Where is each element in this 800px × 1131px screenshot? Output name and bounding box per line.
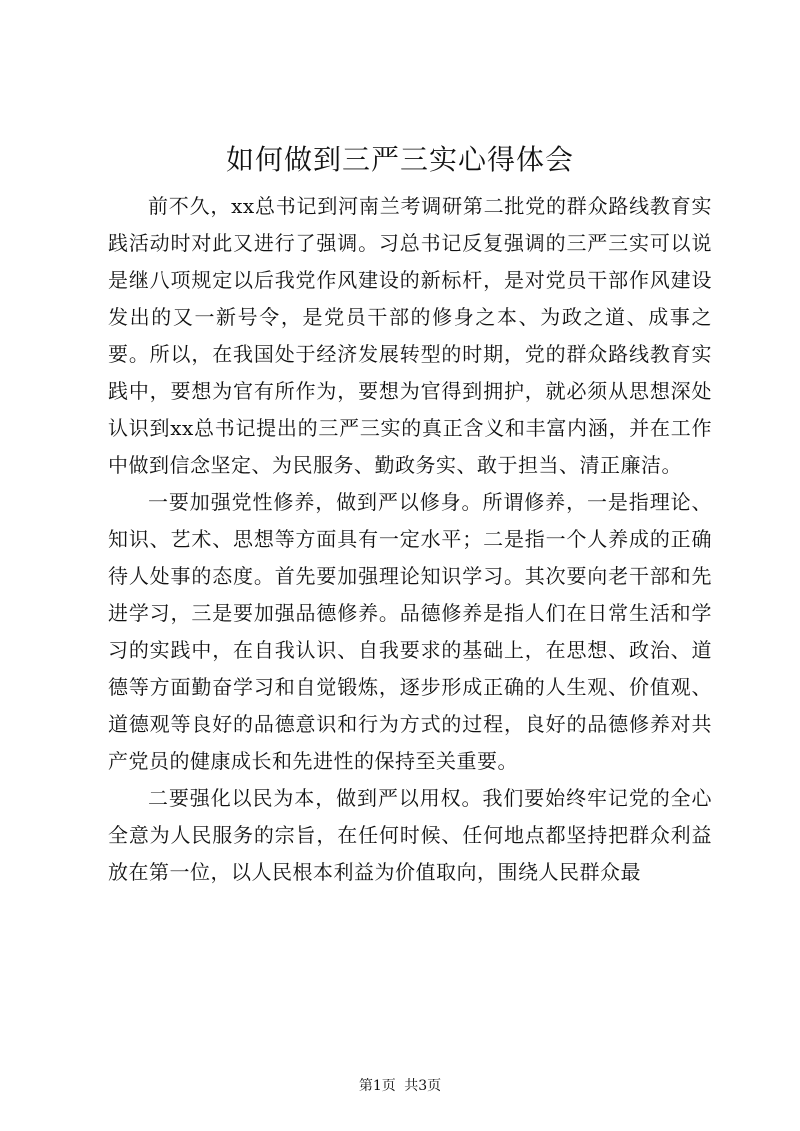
paragraph-self-cultivation: 一要加强党性修养，做到严以修身。所谓修养，一是指理论、知识、艺术、思想等方面具有一定水平；二是指一个人养成的正确待人处事的态度。首先要加强理论知识学习。其次要向老干部和先进学习，三是要加强品德修养。品德修养是指人们在日常生活和学习的实践中，在自我认识、自我要求的基础上，在思想、政治、道德等方面勤奋学习和自觉锻炼，逐步形成正确的人生观、价值观、道德观等良好的品德意识和行为方式的过程，良好的品德修养对共产党员的健康成长和先进性的保持至关重要。 xyxy=(108,490,712,773)
paragraph-people-oriented: 二要强化以民为本，做到严以用权。我们要始终牢记党的全心全意为人民服务的宗旨，在任何时候、任何地点都坚持把群众利益放在第一位，以人民根本利益为价值取向，围绕人民群众最 xyxy=(108,786,712,884)
page-footer xyxy=(0,1076,800,1096)
page-number: 第1页 xyxy=(358,1078,396,1094)
document-title: 如何做到三严三实心得体会 xyxy=(225,143,574,176)
page-total: 共3页 xyxy=(404,1078,442,1094)
paragraph-intro: 前不久，xx总书记到河南兰考调研第二批党的群众路线教育实践活动时对此又进行了强调。习总书记反复强调的三严三实可以说是继八项规定以后我党作风建设的新标杆，是对党员干部作风建设发出的又一新号令，是党员干部的修身之本、为政之道、成事之要。所以，在我国处于经济发展转型的时期，党的群众路线教育实践中，要想为官有所作为，要想为官得到拥护，就必须从思想深处认识到xx总书记提出的三严三实的真正含义和丰富内涵，并在工作中做到信念坚定、为民服务、勤政务实、敢于担当、清正廉洁。 xyxy=(108,194,712,477)
document-body xyxy=(108,188,712,891)
